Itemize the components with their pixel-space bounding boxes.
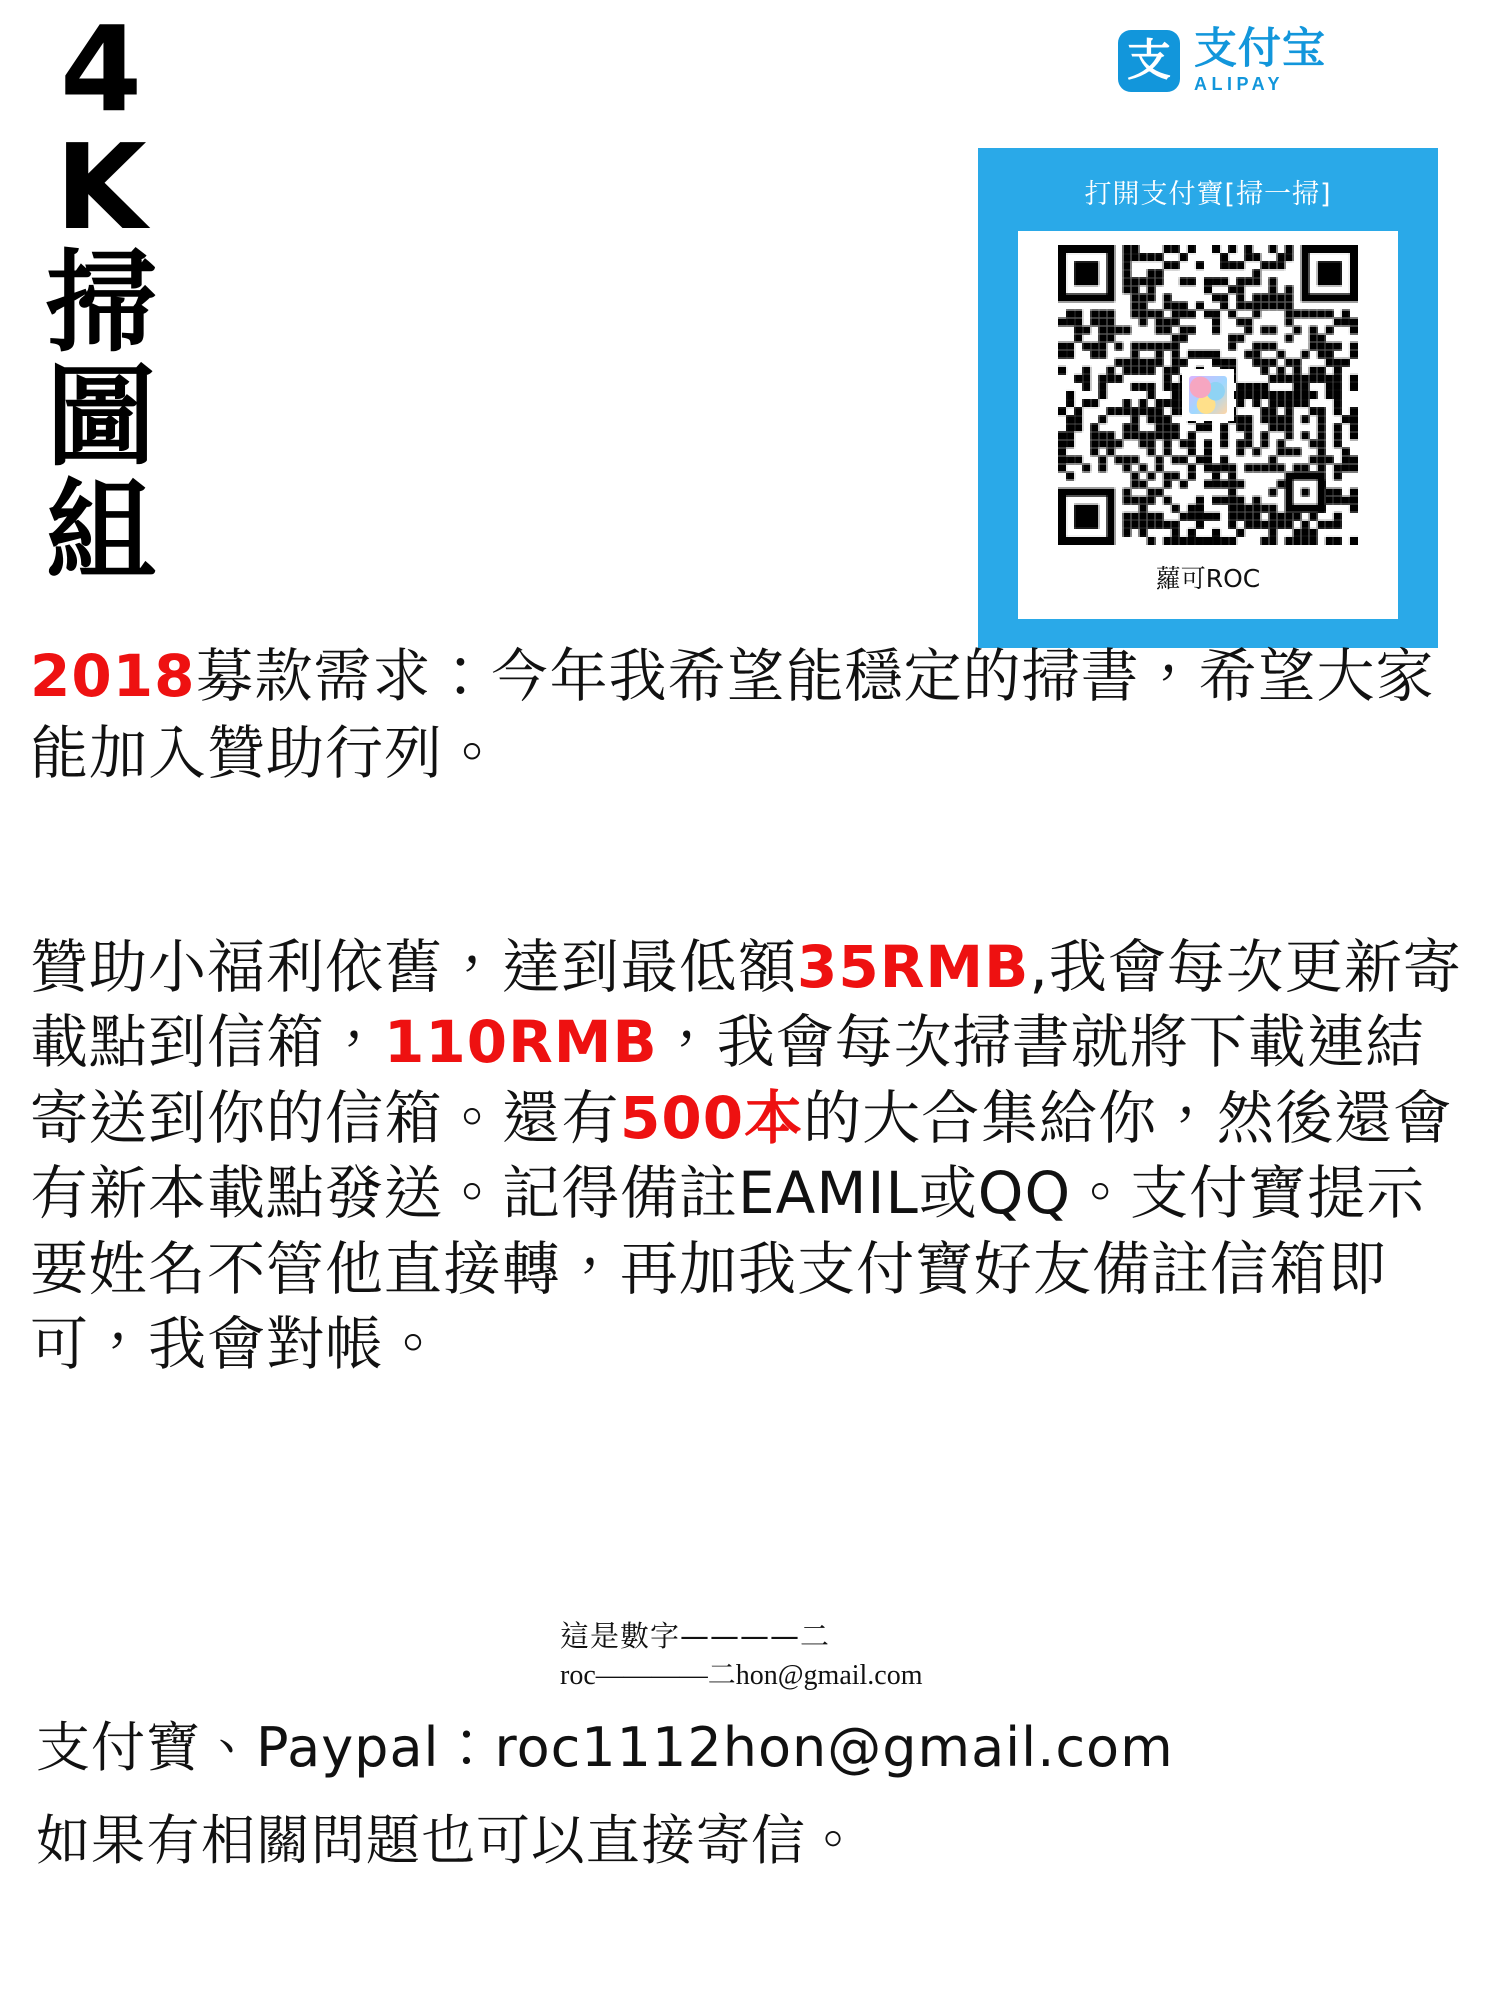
title-char-3: 圖: [46, 353, 156, 482]
contact-line: 支付寶、Paypal：roc1112hon@gmail.com: [36, 1716, 1174, 1779]
alipay-logo: [1118, 24, 1326, 94]
alipay-name-cn: 支付宝: [1194, 24, 1326, 74]
title-char-1: K: [55, 117, 147, 256]
email-annotation: [560, 1618, 1120, 1695]
alipay-qr-card: [978, 148, 1438, 648]
qr-center-avatar-icon: [1186, 373, 1230, 417]
qr-nickname: 蘿可ROC: [1155, 564, 1261, 593]
para2-text-b: ,我會每次更新寄載點到信箱，: [30, 933, 1462, 1077]
title-char-4: 組: [46, 467, 156, 596]
qr-white-panel: [1018, 231, 1398, 619]
para2-text-a: 贊助小福利依舊，達到最低額: [30, 933, 798, 1001]
alipay-name-en: ALIPAY: [1194, 74, 1285, 94]
annotation-line-2: roc————二hon@gmail.com: [560, 1660, 923, 1692]
para2-text-d: 的大合集給你，然後還會有新本載點發送。記得備註EAMIL或QQ。支付寶提示要姓名不管他直接轉，再加我支付寶好友備註信箱即可，我會對帳。: [30, 1083, 1453, 1378]
paragraph-reward-tiers: [30, 930, 1470, 1382]
alipay-mark-icon: 支: [1118, 30, 1180, 92]
tier-amount-110: 110RMB: [384, 1008, 658, 1077]
qr-caption: 打開支付寶[掃一掃]: [1084, 179, 1332, 210]
qr-code-image[interactable]: [1058, 245, 1358, 545]
vertical-title: [26, 0, 176, 596]
para1-text: 募款需求：今年我希望能穩定的掃書，希望大家能加入贊助行列。: [30, 642, 1435, 788]
annotation-line-1: 這是數字————二: [560, 1619, 831, 1653]
title-char-2: 掃: [46, 239, 156, 368]
contact-note-line: 如果有相關問題也可以直接寄信。: [36, 1809, 861, 1872]
tier-amount-35: 35RMB: [797, 933, 1030, 1001]
bundle-count-500: 500本: [620, 1083, 804, 1152]
para1-year: 2018: [30, 642, 196, 710]
paragraph-funding-goal: [30, 638, 1470, 792]
alipay-wordmark: [1194, 24, 1326, 94]
title-char-0: 4: [59, 0, 143, 138]
para2-text-c: ，我會每次掃書就將下載連結寄送到你的信箱。還有: [30, 1008, 1425, 1152]
